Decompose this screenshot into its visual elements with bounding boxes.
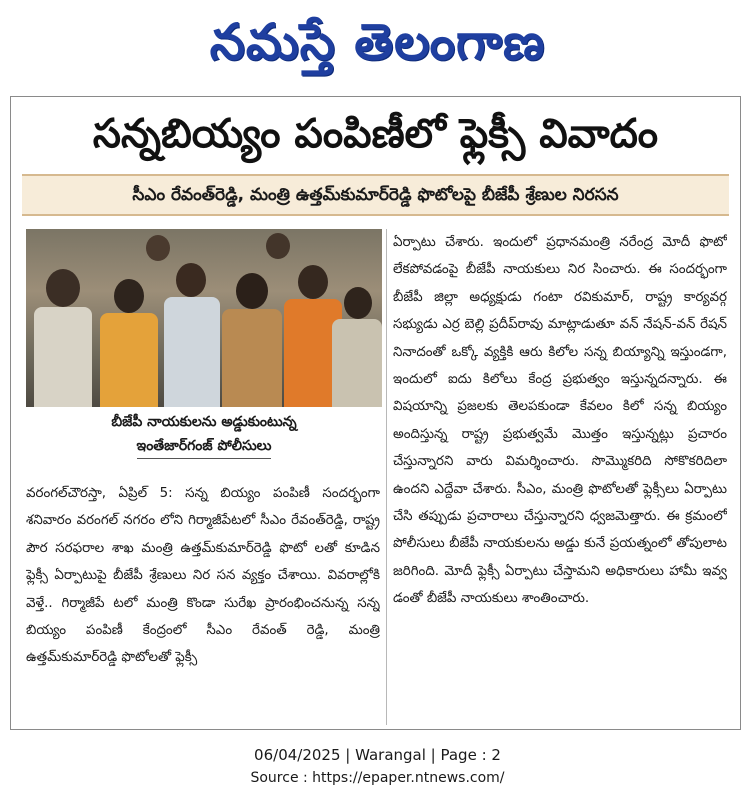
photo-figure: [34, 307, 92, 407]
source-footer: [0, 744, 755, 796]
news-photo: [26, 229, 382, 407]
photo-figure: [114, 279, 144, 313]
article-headline: సన్నబియ్యం పంపిణీలో ఫ్లెక్సీ వివాదం: [92, 111, 659, 157]
article-body-left-column: [26, 480, 380, 726]
photo-figure: [332, 319, 382, 407]
column-divider: [386, 229, 387, 725]
photo-figure: [100, 313, 158, 407]
photo-caption-line1: బీజేపీ నాయకులను అడ్డుకుంటున్న: [111, 414, 297, 430]
photo-figure: [222, 309, 282, 407]
date-edition-page: 06/04/2025 | Warangal | Page : 2: [254, 746, 501, 764]
article-subheadline: సీఎం రేవంత్‌రెడ్డి, మంత్రి ఉత్తమ్‌కుమార్‌రెడ్డి ఫొటోలపై బీజేపీ శ్రేణుల నిరసన: [22, 174, 729, 216]
article-body-right-column: [393, 229, 727, 727]
photo-caption-line2: ఇంతేజార్‌గంజ్ పోలీసులు: [137, 434, 272, 459]
photo-figure: [164, 297, 220, 407]
source-url: Source : https://epaper.ntnews.com/: [250, 770, 505, 786]
photo-figure: [146, 235, 170, 261]
photo-figure: [46, 269, 80, 307]
photo-figure: [176, 263, 206, 297]
newspaper-masthead: నమస్తే తెలంగాణ: [209, 12, 546, 71]
photo-figure: [298, 265, 328, 299]
photo-figure: [236, 273, 268, 309]
photo-figure: [266, 233, 290, 259]
article-paragraph: వరంగల్‌చౌరస్తా, ఏప్రిల్ 5: సన్న బియ్యం పంపిణీ సందర్భంగా శనివారం వరంగల్ నగరం లోని గిర్మాజీపేటలో సీఎం రేవంత్‌రెడ్డి, రాష్ట్ర పౌర సరఫరాల శాఖ మంత్రి ఉత్తమ్‌కుమార్‌రెడ్డి ఫొటో లతో కూడిన ఫ్లెక్సీ ఏర్పాటుపై బీజేపీ శ్రేణులు నిర సన వ్యక్తం చేశాయి. వివరాల్లోకి వెళ్తే.. గిర్మాజీపే టలో మంత్రి కొండా సురేఖ ప్రారంభించనున్న సన్న బియ్యం పంపిణీ కేంద్రంలో సీఎం రేవంత్ రెడ్డి, మంత్రి ఉత్తమ్‌కుమార్‌రెడ్డి ఫొటోలతో ఫ్లెక్సీ: [26, 486, 380, 666]
photo-caption: [26, 410, 382, 466]
article-paragraph: ఏర్పాటు చేశారు. ఇందులో ప్రధానమంత్రి నరేంద్ర మోదీ ఫొటో లేకపోవడంపై బీజేపీ నాయకులు నిర సించారు. ఈ సందర్భంగా బీజేపీ జిల్లా అధ్యక్షుడు గంటా రవికుమార్, రాష్ట్ర కార్యవర్గ సభ్యుడు ఎర్ర బెల్లి ప్రదీప్‌రావు మాట్లాడుతూ వన్ నేషన్-వన్ రేషన్ నినాదంతో ఒక్కో వ్యక్తికి ఆరు కిలోల సన్న బియ్యాన్ని ఇస్తుండగా, ఇందులో ఐదు కిలోలు కేంద్ర ప్రభుత్వం ఇస్తున్నదన్నారు. ఈ విషయాన్ని ప్రజలకు తెలపకుండా కేవలం కిలో సన్న బియ్యం అందిస్తున్న రాష్ట్ర ప్రభుత్వమే మొత్తం ఇస్తున్నట్లు ప్రచారం చేస్తున్నారని వారు విమర్శించారు. సొమ్మొకరిది సోకొకరిదిలా ఉందని ఎద్దేవా చేశారు. సీఎం, మంత్రి ఫొటోలతో ఫ్లెక్సీలు ఏర్పాటు చేసి తప్పుడు ప్రచారాలు చేస్తున్నారని ధ్వజమెత్తారు. ఈ క్రమంలో పోలీసులు బీజేపీ నాయకులను అడ్డు కునే ప్రయత్నంలో తోపులాట జరిగింది. మోదీ ఫ్లెక్సీ ఏర్పాటు చేస్తామని అధికారులు హామీ ఇవ్వ డంతో బీజేపీ నాయకులు శాంతించారు.: [393, 235, 727, 607]
photo-figure: [344, 287, 372, 319]
